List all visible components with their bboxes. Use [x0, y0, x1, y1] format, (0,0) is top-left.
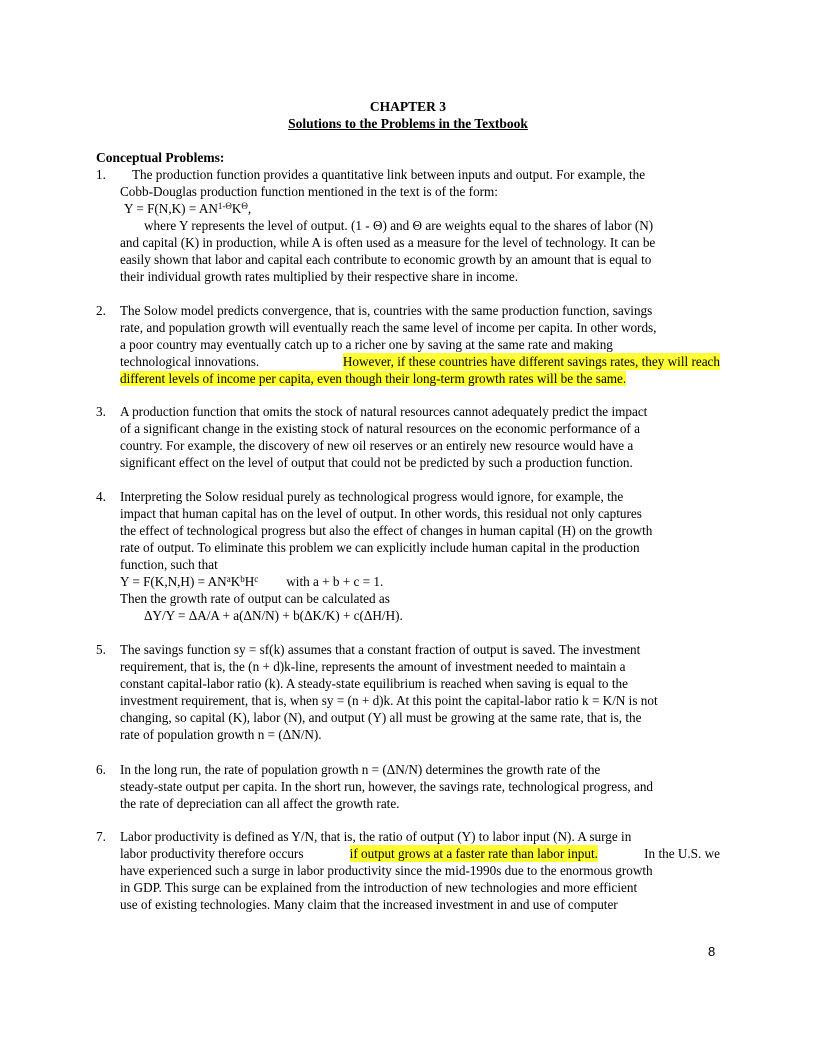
problem-number: 5.	[96, 642, 106, 657]
text-line: their individual growth rates multiplied by their respective share in income.	[120, 269, 519, 284]
text-line: easily shown that labor and capital each contribute to economic growth by an amount that is equal to	[120, 252, 652, 267]
text-line: rate, and population growth will eventually reach the same level of income per capita. In other words,	[120, 320, 657, 335]
text-line: The Solow model predicts convergence, that is, countries with the same production function, savings	[120, 303, 653, 318]
text-line: of a significant change in the existing stock of natural resources on the economic performance of a	[120, 421, 640, 436]
text-line: changing, so capital (K), labor (N), and output (Y) all must be growing at the same rate, that is, the	[120, 710, 642, 725]
text-line: In the long run, the rate of population growth n = (ΔN/N) determines the growth rate of the	[120, 762, 601, 777]
highlighted-text: However, if these countries have different savings rates, they will reach	[342, 354, 720, 369]
text-line: the rate of depreciation can all affect the growth rate.	[120, 796, 400, 811]
problem-5	[96, 641, 720, 743]
text-line: In the U.S. we	[644, 846, 720, 861]
text-line: and capital (K) in production, while A is often used as a measure for the level of technology. It can be	[120, 235, 656, 250]
problem-number: 4.	[96, 489, 106, 504]
text-line: The production function provides a quantitative link between inputs and output. For example, the	[132, 167, 646, 182]
problem-1	[96, 166, 720, 285]
chapter-subtitle: Solutions to the Problems in the Textbook	[288, 116, 528, 131]
text-line: where Y represents the level of output. (1 - Θ) and Θ are weights equal to the shares of labor (N)	[144, 218, 654, 233]
problem-3	[96, 403, 720, 471]
highlighted-text: different levels of income per capita, even though their long-term growth rates will be the same.	[120, 371, 627, 386]
problem-7	[96, 828, 720, 913]
text-line: requirement, that is, the (n + d)k-line, represents the amount of investment needed to maintain a	[120, 659, 626, 674]
text-line: rate of population growth n = (ΔN/N).	[120, 727, 322, 742]
problem-number: 7.	[96, 829, 106, 844]
text-line: Labor productivity is defined as Y/N, that is, the ratio of output (Y) to labor input (N). A surge in	[120, 829, 632, 844]
highlighted-text: if output grows at a faster rate than labor input.	[349, 846, 598, 861]
equation: $Y = F(N,K) = AN^{1-\Theta}K^\Theta$,	[124, 201, 252, 216]
section-title: Conceptual Problems:	[96, 150, 225, 165]
text-line: Cobb-Douglas production function mentioned in the text is of the form:	[120, 184, 498, 199]
problem-number: 2.	[96, 303, 106, 318]
text-line: investment requirement, that is, when sy = (n + d)k. At this point the capital-labor ratio k = K/N is not	[120, 693, 658, 708]
text-line: have experienced such a surge in labor productivity since the mid-1990s due to the enormous growth	[120, 863, 653, 878]
text-line: function, such that	[120, 557, 218, 572]
text-line: Then the growth rate of output can be calculated as	[120, 591, 390, 606]
text-line: significant effect on the level of output that could not be predicted by such a production function.	[120, 455, 633, 470]
text-line: in GDP. This surge can be explained from the introduction of new technologies and more efficient	[120, 880, 638, 895]
text-line: the effect of technological progress but also the effect of changes in human capital (H) on the growth	[120, 523, 653, 538]
text-line: technological innovations.	[120, 354, 260, 369]
text-line: rate of output. To eliminate this problem we can explicitly include human capital in the production	[120, 540, 640, 555]
text-line: country. For example, the discovery of new oil reserves or an entirely new resource would have a	[120, 438, 634, 453]
text-line: steady-state output per capita. In the short run, however, the savings rate, technological progress, and	[120, 779, 654, 794]
text-line: impact that human capital has on the level of output. In other words, this residual not only captures	[120, 506, 642, 521]
page-number: 8	[708, 944, 716, 959]
equation: ΔY/Y = ΔA/A + a(ΔN/N) + b(ΔK/K) + c(ΔH/H).	[144, 608, 403, 623]
problem-number: 3.	[96, 404, 106, 419]
problem-4	[96, 488, 720, 624]
chapter-header	[0, 98, 816, 132]
text-line: A production function that omits the stock of natural resources cannot adequately predict the impact	[120, 404, 648, 419]
text-line: constant capital-labor ratio (k). A steady-state equilibrium is reached when saving is equal to the	[120, 676, 628, 691]
text-line: The savings function sy = sf(k) assumes that a constant fraction of output is saved. The investment	[120, 642, 641, 657]
problem-6	[96, 761, 720, 812]
chapter-title: CHAPTER 3	[369, 99, 447, 114]
text-line: labor productivity therefore occurs	[120, 846, 304, 861]
equation: $Y = F(K,N,H) = AN^aK^bH^c$ with a + b + c = 1.	[120, 574, 384, 589]
text-line: a poor country may eventually catch up to a richer one by saving at the same rate and making	[120, 337, 613, 352]
text-line: Interpreting the Solow residual purely as technological progress would ignore, for example, the	[120, 489, 624, 504]
text-line: use of existing technologies. Many claim that the increased investment in and use of computer	[120, 897, 618, 912]
problem-number: 6.	[96, 762, 106, 777]
problem-number: 1.	[96, 167, 106, 182]
problem-2	[96, 302, 720, 387]
